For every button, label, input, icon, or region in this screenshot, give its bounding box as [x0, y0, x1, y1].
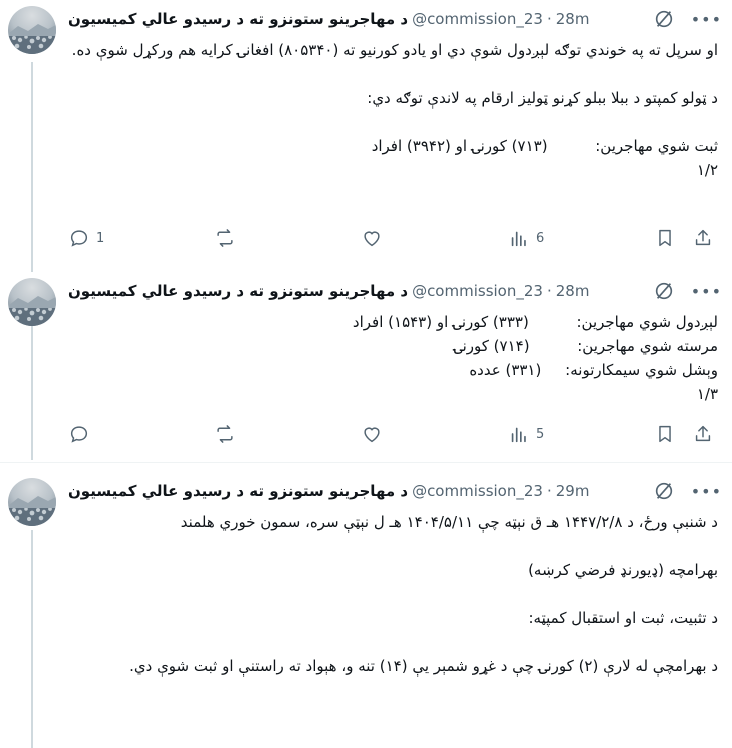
share-button[interactable] [692, 422, 714, 446]
heart-icon [361, 423, 383, 445]
views-count: 5 [536, 426, 545, 442]
bookmark-button[interactable] [654, 422, 676, 446]
views-button[interactable] [508, 422, 544, 446]
bookmark-icon [654, 227, 676, 249]
post-time[interactable]: 28m [555, 282, 590, 300]
repost-icon [214, 227, 236, 249]
avatar[interactable] [8, 6, 56, 54]
thread-line [31, 62, 33, 272]
action-bar [68, 226, 718, 250]
heart-icon [361, 227, 383, 249]
reply-button[interactable] [68, 422, 96, 446]
share-button[interactable] [692, 226, 714, 250]
tweet-header [68, 280, 722, 302]
repost-icon [214, 423, 236, 445]
reply-button[interactable] [68, 226, 104, 250]
reply-icon [68, 423, 90, 445]
tweet-header [68, 480, 722, 502]
tweet-header [68, 8, 722, 30]
like-button[interactable] [361, 226, 389, 250]
bookmark-icon [654, 423, 676, 445]
dot-separator: · [546, 282, 552, 300]
post-text: لېږدول شوي مهاجرین: (۳۳۳) کورنۍ او (۱۵۴۳) افراد مرسته شوي مهاجرین: (۷۱۴) کورنۍ وېشل شوي سیمکارتونه: (۳۳۱) عدده ۱/۳ [352, 313, 718, 403]
views-count: 6 [536, 230, 545, 246]
bookmark-button[interactable] [654, 226, 676, 250]
avatar[interactable] [8, 278, 56, 326]
grok-icon[interactable] [653, 480, 675, 502]
post-text: د شنبې ورځ، د ۱۴۴۷/۲/۸ هـ ق نېټه چې ۱۴۰۴/۵/۱۱ هـ ل نېټې سره، سمون خوري هلمند بهرامچه (ډیورنډ فرضي کرښه) د تثبیت، ثبت او استقبال کمپټه: د بهرامچې له لارې (۲) کورنۍ چې د غړو شمېر یې (۱۴) تنه و، هېواد ته راستنې او ثبت شوې دي. [129, 513, 718, 675]
views-icon [508, 423, 530, 445]
grok-icon[interactable] [653, 280, 675, 302]
post-text: او سرپل ته په خوندي توګه لېږدول شوې دي او یادو کورنیو ته (۸۰۵۳۴۰) افغانۍ کرایه هم ورکړل شوې ده. د ټولو کمپتو د ببلا ببلو کړنو ټولیز ارقام په لاندې توګه دي: ثبت شوي مهاجرین: (۷۱۳) کورنۍ او (۳۹۴۲) افراد ۱/۲ [71, 41, 718, 179]
post-time[interactable]: 28m [555, 10, 590, 28]
more-icon[interactable]: ••• [690, 281, 722, 301]
action-bar [68, 422, 718, 446]
author-name[interactable]: د مهاجرینو ستونزو ته د رسیدو عالي کمیسیون [68, 282, 409, 300]
like-button[interactable] [361, 422, 389, 446]
author-name[interactable]: د مهاجرینو ستونزو ته د رسیدو عالي کمیسیون [68, 482, 409, 500]
more-icon[interactable]: ••• [690, 9, 722, 29]
share-icon [692, 423, 714, 445]
reply-icon [68, 227, 90, 249]
thread-line [31, 530, 33, 748]
avatar[interactable] [8, 478, 56, 526]
author-handle[interactable]: @commission_23 [412, 482, 543, 500]
views-button[interactable] [508, 226, 544, 250]
dot-separator: · [546, 10, 552, 28]
author-handle[interactable]: @commission_23 [412, 10, 543, 28]
author-handle[interactable]: @commission_23 [412, 282, 543, 300]
repost-button[interactable] [214, 226, 242, 250]
author-name[interactable]: د مهاجرینو ستونزو ته د رسیدو عالي کمیسیون [68, 10, 409, 28]
grok-icon[interactable] [653, 8, 675, 30]
post-time[interactable]: 29m [555, 482, 590, 500]
views-icon [508, 227, 530, 249]
share-icon [692, 227, 714, 249]
more-icon[interactable]: ••• [690, 481, 722, 501]
reply-count: 1 [96, 230, 105, 246]
dot-separator: · [546, 482, 552, 500]
divider [0, 462, 732, 463]
repost-button[interactable] [214, 422, 242, 446]
